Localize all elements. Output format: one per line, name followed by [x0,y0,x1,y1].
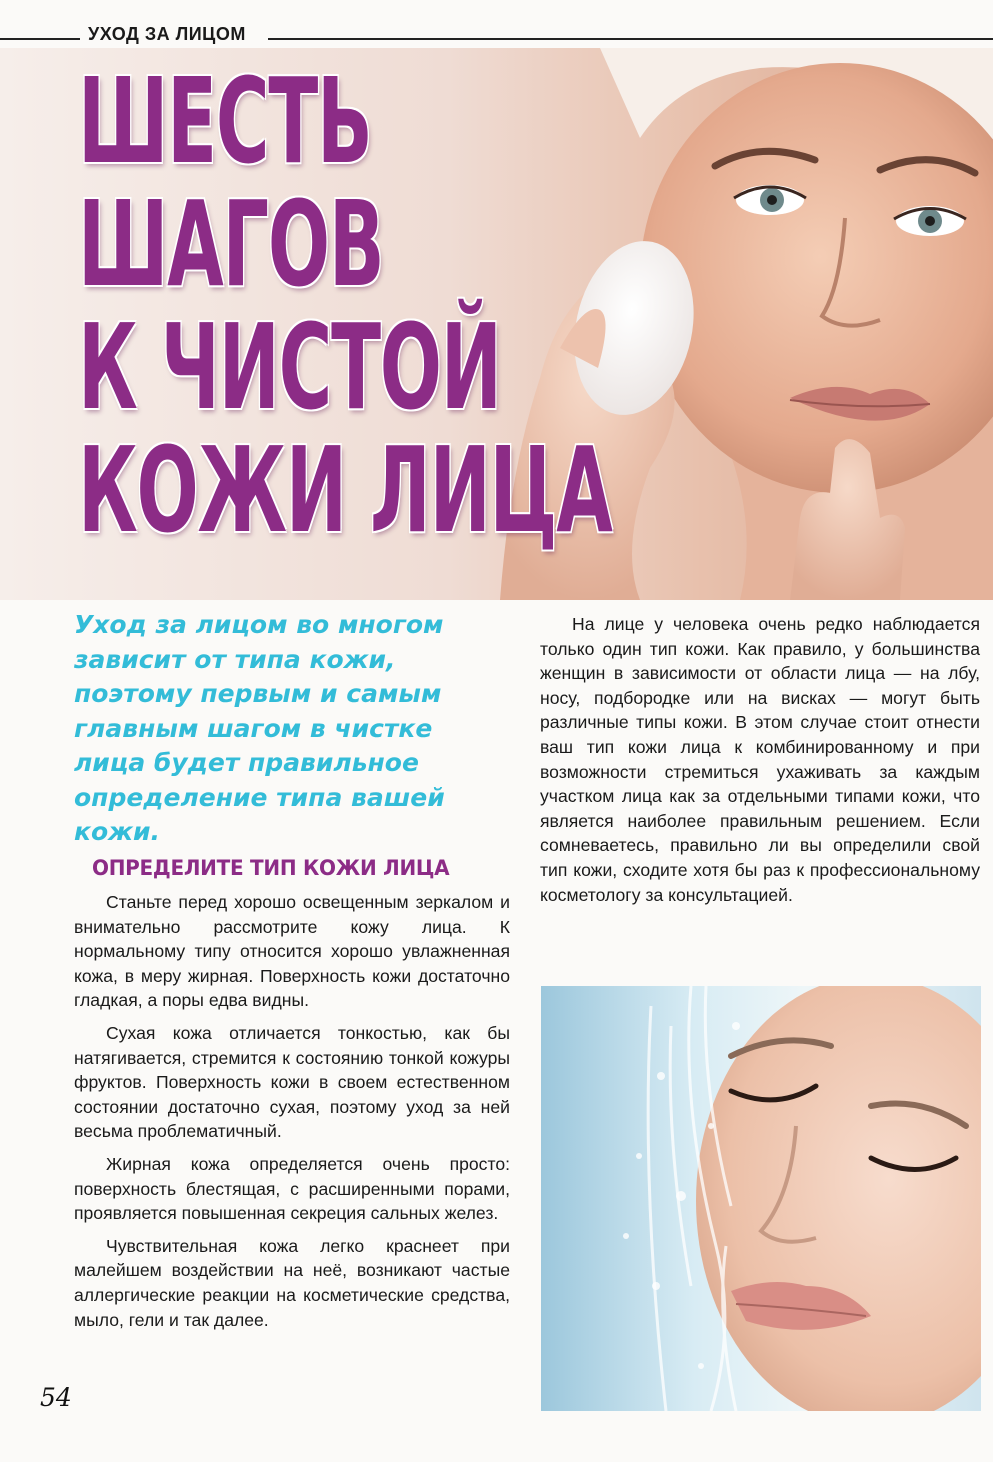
section-heading: ОПРЕДЕЛИТЕ ТИП КОЖИ ЛИЦА [92,856,450,881]
header-rule-left [0,38,84,40]
body-paragraph: Станьте перед хорошо освещенным зеркалом и внимательно рассмотрите кожу лица. К нормальному типу относится хорошо увлажненная кожа, в меру жирная. Поверхность кожи достаточно гладкая, а поры едва видны. [74,892,510,1011]
lead-paragraph: Уход за лицом во многом зависит от типа кожи, поэтому первым и самым главным шагом в чистке лица будет правильное определение типа вашей кожи. [74,610,445,846]
bottom-photo [541,986,981,1411]
body-column-right [540,612,980,915]
body-column-left [74,890,510,1340]
article-title: ШЕСТЬ ШАГОВ К ЧИСТОЙ КОЖИ ЛИЦА [78,52,612,559]
body-paragraph: На лице у человека очень редко наблюдается только один тип кожи. Как правило, у большинства женщин в зависимости от области лица — на лбу, носу, подбородке или на висках — могут быть различные типы кожи. В этом случае стоит отнести ваш тип кожи лица к комбинированному и при возможности стремиться ухаживать за каждым участком лица как за отдельными типами кожи, что является наиболее правильным решением. Если сомневаетесь, правильно ли вы определили свой тип кожи, сходите хотя бы раз к профессиональному косметологу за консультацией. [540,614,980,905]
header-rule-right [268,38,993,40]
body-paragraph: Сухая кожа отличается тонкостью, как бы натягивается, стремится к состоянию тонкой кожуры фруктов. Поверхность кожи в своем естественном состоянии достаточно сухая, поэтому уход за ней весьма проблематичный. [74,1022,510,1142]
page-number: 54 [40,1383,72,1412]
body-paragraph: Жирная кожа определяется очень просто: поверхность блестящая, с расширенными порами, проявляется повышенная секреция сальных желез. [74,1153,510,1224]
body-paragraph: Чувствительная кожа легко краснеет при малейшем воздействии на неё, возникают частые аллергические реакции на косметические средства, мыло, гели и так далее. [74,1235,510,1330]
section-label: УХОД ЗА ЛИЦОМ [80,24,254,45]
